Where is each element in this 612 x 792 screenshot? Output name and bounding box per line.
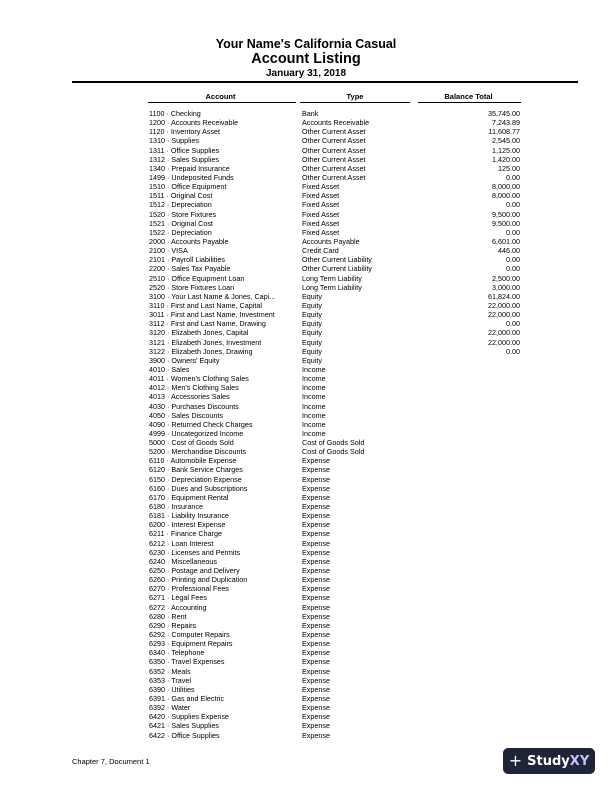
table-row bbox=[0, 246, 612, 255]
account-cell: 4010 · Sales bbox=[149, 364, 190, 374]
account-cell: 3100 · Your Last Name & Jones, Capi... bbox=[149, 291, 276, 301]
type-cell: Other Current Asset bbox=[302, 127, 366, 137]
balance-cell: 125.00 bbox=[498, 163, 520, 173]
account-cell: 6292 · Computer Repairs bbox=[149, 630, 230, 640]
account-cell: 6353 · Travel bbox=[149, 675, 191, 685]
balance-cell: 1,125.00 bbox=[492, 145, 520, 155]
table-row bbox=[0, 703, 612, 712]
account-cell: 6240 · Miscellaneous bbox=[149, 556, 217, 566]
badge-label-accent: XY bbox=[569, 753, 590, 769]
type-cell: Expense bbox=[302, 703, 330, 713]
plus-icon: + bbox=[508, 751, 523, 770]
account-cell: 1511 · Original Cost bbox=[149, 191, 213, 201]
type-cell: Expense bbox=[302, 602, 330, 612]
type-cell: Income bbox=[302, 419, 326, 429]
table-row bbox=[0, 255, 612, 264]
account-cell: 1120 · Inventory Asset bbox=[149, 127, 220, 137]
account-cell: 6230 · Licenses and Permits bbox=[149, 547, 241, 557]
balance-cell: 2,545.00 bbox=[492, 136, 520, 146]
type-cell: Expense bbox=[302, 639, 330, 649]
type-cell: Other Current Asset bbox=[302, 145, 366, 155]
table-row bbox=[0, 648, 612, 657]
type-cell: Expense bbox=[302, 529, 330, 539]
account-cell: 4050 · Sales Discounts bbox=[149, 410, 223, 420]
balance-cell: 3,000.00 bbox=[492, 282, 520, 292]
type-cell: Income bbox=[302, 428, 326, 438]
account-cell: 6271 · Legal Fees bbox=[149, 593, 207, 603]
type-cell: Fixed Asset bbox=[302, 218, 340, 228]
balance-cell: 6,601.00 bbox=[492, 236, 520, 246]
table-row bbox=[0, 109, 612, 118]
account-cell: 2100 · VISA bbox=[149, 246, 188, 256]
table-row bbox=[0, 529, 612, 538]
table-row bbox=[0, 155, 612, 164]
balance-cell: 0.00 bbox=[506, 319, 520, 329]
type-cell: Fixed Asset bbox=[302, 182, 340, 192]
table-row bbox=[0, 676, 612, 685]
account-cell: 2520 · Store Fixtures Loan bbox=[149, 282, 235, 292]
table-row bbox=[0, 173, 612, 182]
column-rule-balance bbox=[418, 102, 521, 103]
type-cell: Expense bbox=[302, 620, 330, 630]
table-row bbox=[0, 511, 612, 520]
balance-cell: 22,000.00 bbox=[488, 328, 520, 338]
type-cell: Other Current Liability bbox=[302, 255, 372, 265]
type-cell: Income bbox=[302, 364, 326, 374]
account-cell: 6392 · Water bbox=[149, 703, 191, 713]
account-cell: 6420 · Supplies Expense bbox=[149, 712, 229, 722]
type-cell: Expense bbox=[302, 584, 330, 594]
account-cell: 6350 · Travel Expenses bbox=[149, 657, 225, 667]
balance-cell: 22,000.00 bbox=[488, 310, 520, 320]
type-cell: Fixed Asset bbox=[302, 227, 340, 237]
account-cell: 4030 · Purchases Discounts bbox=[149, 401, 239, 411]
account-cell: 6211 · Finance Charge bbox=[149, 529, 222, 539]
balance-cell: 0.00 bbox=[506, 346, 520, 356]
account-cell: 6270 · Professional Fees bbox=[149, 584, 229, 594]
table-row bbox=[0, 228, 612, 237]
type-cell: Income bbox=[302, 383, 326, 393]
type-cell: Expense bbox=[302, 474, 330, 484]
table-row bbox=[0, 136, 612, 145]
table-row bbox=[0, 420, 612, 429]
table-row bbox=[0, 657, 612, 666]
account-cell: 3011 · First and Last Name, Investment bbox=[149, 310, 275, 320]
account-cell: 2000 · Accounts Payable bbox=[149, 236, 229, 246]
account-cell: 6212 · Loan Interest bbox=[149, 538, 214, 548]
account-cell: 1340 · Prepaid Insurance bbox=[149, 163, 230, 173]
balance-cell: 0.00 bbox=[506, 227, 520, 237]
type-cell: Fixed Asset bbox=[302, 200, 340, 210]
column-header-balance: Balance Total bbox=[444, 92, 493, 101]
account-cell: 3122 · Elizabeth Jones, Drawing bbox=[149, 346, 253, 356]
type-cell: Expense bbox=[302, 465, 330, 475]
type-cell: Income bbox=[302, 374, 326, 384]
table-row bbox=[0, 365, 612, 374]
table-row bbox=[0, 612, 612, 621]
table-row bbox=[0, 219, 612, 228]
table-row bbox=[0, 502, 612, 511]
account-cell: 5200 · Merchandise Discounts bbox=[149, 447, 247, 457]
table-row bbox=[0, 383, 612, 392]
account-cell: 2101 · Payroll Liabilities bbox=[149, 255, 225, 265]
account-cell: 6260 · Printing and Duplication bbox=[149, 575, 248, 585]
table-row bbox=[0, 319, 612, 328]
page-footer: Chapter 7, Document 1 bbox=[72, 757, 150, 766]
table-row bbox=[0, 200, 612, 209]
account-cell: 1512 · Depreciation bbox=[149, 200, 212, 210]
type-cell: Equity bbox=[302, 346, 322, 356]
type-cell: Long Term Liability bbox=[302, 282, 362, 292]
table-row bbox=[0, 146, 612, 155]
type-cell: Long Term Liability bbox=[302, 273, 362, 283]
balance-cell: 9,500.00 bbox=[492, 218, 520, 228]
type-cell: Expense bbox=[302, 520, 330, 530]
type-cell: Equity bbox=[302, 300, 322, 310]
account-cell: 6421 · Sales Supplies bbox=[149, 721, 219, 731]
table-row bbox=[0, 127, 612, 136]
account-cell: 6391 · Gas and Electric bbox=[149, 694, 225, 703]
badge-label: Study bbox=[527, 753, 570, 769]
account-cell: 4999 · Uncategorized Income bbox=[149, 428, 244, 438]
account-cell: 6352 · Meals bbox=[149, 666, 191, 676]
type-cell: Cost of Goods Sold bbox=[302, 438, 365, 448]
account-cell: 6293 · Equipment Repairs bbox=[149, 639, 233, 649]
balance-cell: 0.00 bbox=[506, 264, 520, 274]
account-cell: 6120 · Bank Service Charges bbox=[149, 465, 243, 475]
account-cell: 6250 · Postage and Delivery bbox=[149, 566, 240, 576]
table-row bbox=[0, 402, 612, 411]
table-row bbox=[0, 374, 612, 383]
account-cell: 6180 · Insurance bbox=[149, 502, 203, 512]
table-row bbox=[0, 411, 612, 420]
type-cell: Equity bbox=[302, 310, 322, 320]
account-cell: 1200 · Accounts Receivable bbox=[149, 118, 239, 128]
balance-cell: 61,824.00 bbox=[488, 291, 520, 301]
type-cell: Other Current Asset bbox=[302, 154, 366, 164]
account-cell: 6272 · Accounting bbox=[149, 602, 207, 612]
account-cell: 4090 · Returned Check Charges bbox=[149, 419, 253, 429]
account-cell: 6340 · Telephone bbox=[149, 648, 205, 658]
table-row bbox=[0, 630, 612, 639]
type-cell: Expense bbox=[302, 556, 330, 566]
type-cell: Income bbox=[302, 392, 326, 402]
account-cell: 3121 · Elizabeth Jones, Investment bbox=[149, 337, 262, 347]
account-cell: 6200 · Interest Expense bbox=[149, 520, 226, 530]
type-cell: Expense bbox=[302, 538, 330, 548]
type-cell: Expense bbox=[302, 611, 330, 621]
header-divider bbox=[72, 81, 578, 83]
type-cell: Equity bbox=[302, 337, 322, 347]
column-rule-type bbox=[300, 102, 410, 103]
balance-cell: 446.00 bbox=[498, 246, 520, 256]
table-row bbox=[0, 210, 612, 219]
type-cell: Cost of Goods Sold bbox=[302, 447, 365, 457]
account-cell: 6170 · Equipment Rental bbox=[149, 492, 229, 502]
account-cell: 1100 · Checking bbox=[149, 109, 201, 118]
table-row bbox=[0, 164, 612, 173]
table-row bbox=[0, 621, 612, 630]
table-row bbox=[0, 456, 612, 465]
table-row bbox=[0, 575, 612, 584]
type-cell: Income bbox=[302, 401, 326, 411]
report-header bbox=[0, 37, 612, 80]
table-row bbox=[0, 292, 612, 301]
table-row bbox=[0, 566, 612, 575]
type-cell: Other Current Liability bbox=[302, 264, 372, 274]
balance-cell: 8,000.00 bbox=[492, 191, 520, 201]
table-row bbox=[0, 685, 612, 694]
balance-cell: 1,420.00 bbox=[492, 154, 520, 164]
table-row bbox=[0, 182, 612, 191]
table-row bbox=[0, 584, 612, 593]
account-cell: 6422 · Office Supplies bbox=[149, 730, 220, 740]
type-cell: Equity bbox=[302, 291, 322, 301]
account-cell: 3110 · First and Last Name, Capital bbox=[149, 300, 262, 310]
account-cell: 1499 · Undeposited Funds bbox=[149, 172, 234, 182]
type-cell: Expense bbox=[302, 511, 330, 521]
account-cell: 6280 · Rent bbox=[149, 611, 187, 621]
type-cell: Equity bbox=[302, 319, 322, 329]
type-cell: Expense bbox=[302, 547, 330, 557]
balance-cell: 0.00 bbox=[506, 172, 520, 182]
table-row bbox=[0, 639, 612, 648]
table-row bbox=[0, 283, 612, 292]
type-cell: Expense bbox=[302, 730, 330, 740]
type-cell: Expense bbox=[302, 566, 330, 576]
table-row bbox=[0, 264, 612, 273]
table-row bbox=[0, 347, 612, 356]
type-cell: Expense bbox=[302, 575, 330, 585]
column-header-account: Account bbox=[205, 92, 236, 101]
report-date: January 31, 2018 bbox=[265, 68, 347, 79]
account-cell: 6290 · Repairs bbox=[149, 620, 197, 630]
type-cell: Expense bbox=[302, 684, 330, 694]
table-row bbox=[0, 328, 612, 337]
account-cell: 2200 · Sales Tax Payable bbox=[149, 264, 231, 274]
type-cell: Credit Card bbox=[302, 246, 339, 256]
type-cell: Expense bbox=[302, 492, 330, 502]
table-row bbox=[0, 465, 612, 474]
table-row bbox=[0, 274, 612, 283]
type-cell: Fixed Asset bbox=[302, 191, 340, 201]
report-title: Account Listing bbox=[251, 51, 361, 67]
type-cell: Expense bbox=[302, 712, 330, 722]
column-rule-account bbox=[148, 102, 296, 103]
column-header-type: Type bbox=[346, 92, 364, 101]
account-cell: 2510 · Office Equipment Loan bbox=[149, 273, 245, 283]
type-cell: Accounts Payable bbox=[302, 236, 360, 246]
account-cell: 1310 · Supplies bbox=[149, 136, 199, 146]
table-row bbox=[0, 356, 612, 365]
table-row bbox=[0, 721, 612, 730]
table-row bbox=[0, 392, 612, 401]
company-name: Your Name's California Casual bbox=[215, 37, 397, 51]
balance-cell: 22,000.00 bbox=[488, 337, 520, 347]
balance-cell: 0.00 bbox=[506, 200, 520, 210]
type-cell: Accounts Receivable bbox=[302, 118, 370, 128]
account-cell: 6181 · Liability Insurance bbox=[149, 511, 229, 521]
type-cell: Expense bbox=[302, 483, 330, 493]
type-cell: Equity bbox=[302, 328, 322, 338]
table-row bbox=[0, 338, 612, 347]
account-table bbox=[0, 109, 612, 740]
type-cell: Expense bbox=[302, 694, 330, 703]
type-cell: Expense bbox=[302, 721, 330, 731]
account-cell: 4011 · Women's Clothing Sales bbox=[149, 374, 249, 384]
account-cell: 1510 · Office Equipment bbox=[149, 182, 227, 192]
type-cell: Expense bbox=[302, 648, 330, 658]
balance-cell: 2,500.00 bbox=[492, 273, 520, 283]
table-row bbox=[0, 694, 612, 703]
account-cell: 3900 · Owners' Equity bbox=[149, 355, 220, 365]
type-cell: Equity bbox=[302, 355, 322, 365]
table-row bbox=[0, 301, 612, 310]
table-row bbox=[0, 603, 612, 612]
type-cell: Expense bbox=[302, 502, 330, 512]
table-row bbox=[0, 548, 612, 557]
studyxy-badge[interactable] bbox=[503, 748, 595, 774]
type-cell: Expense bbox=[302, 666, 330, 676]
account-cell: 1311 · Office Supplies bbox=[149, 145, 220, 155]
balance-cell: 22,000.00 bbox=[488, 300, 520, 310]
account-cell: 1522 · Depreciation bbox=[149, 227, 212, 237]
account-cell: 4013 · Accessories Sales bbox=[149, 392, 230, 402]
type-cell: Bank bbox=[302, 109, 319, 118]
type-cell: Expense bbox=[302, 456, 330, 466]
table-row bbox=[0, 712, 612, 721]
type-cell: Expense bbox=[302, 675, 330, 685]
balance-cell: 11,608.77 bbox=[488, 127, 520, 137]
table-row bbox=[0, 593, 612, 602]
table-row bbox=[0, 438, 612, 447]
table-row bbox=[0, 520, 612, 529]
table-row bbox=[0, 310, 612, 319]
type-cell: Expense bbox=[302, 593, 330, 603]
account-cell: 3112 · First and Last Name, Drawing bbox=[149, 319, 266, 329]
table-row bbox=[0, 484, 612, 493]
account-cell: 1312 · Sales Supplies bbox=[149, 154, 219, 164]
balance-cell: 35,745.00 bbox=[488, 109, 520, 118]
account-cell: 6160 · Dues and Subscriptions bbox=[149, 483, 248, 493]
type-cell: Expense bbox=[302, 657, 330, 667]
account-cell: 4012 · Men's Clothing Sales bbox=[149, 383, 239, 393]
balance-cell: 7,243.89 bbox=[492, 118, 520, 128]
table-row bbox=[0, 539, 612, 548]
type-cell: Fixed Asset bbox=[302, 209, 340, 219]
account-cell: 6390 · Utilities bbox=[149, 684, 195, 694]
type-cell: Other Current Asset bbox=[302, 172, 366, 182]
type-cell: Expense bbox=[302, 630, 330, 640]
table-row bbox=[0, 237, 612, 246]
account-cell: 1520 · Store Fixtures bbox=[149, 209, 217, 219]
balance-cell: 0.00 bbox=[506, 255, 520, 265]
table-row bbox=[0, 475, 612, 484]
balance-cell: 9,500.00 bbox=[492, 209, 520, 219]
table-row bbox=[0, 667, 612, 676]
type-cell: Income bbox=[302, 410, 326, 420]
type-cell: Other Current Asset bbox=[302, 163, 366, 173]
table-row bbox=[0, 118, 612, 127]
account-cell: 3120 · Elizabeth Jones, Capital bbox=[149, 328, 249, 338]
account-cell: 5000 · Cost of Goods Sold bbox=[149, 438, 234, 448]
table-row bbox=[0, 429, 612, 438]
account-cell: 6150 · Depreciation Expense bbox=[149, 474, 242, 484]
table-row bbox=[0, 191, 612, 200]
table-row bbox=[0, 447, 612, 456]
table-row bbox=[0, 557, 612, 566]
account-cell: 1521 · Original Cost bbox=[149, 218, 213, 228]
table-row bbox=[0, 731, 612, 740]
account-cell: 6110 · Automobile Expense bbox=[149, 456, 237, 466]
type-cell: Other Current Asset bbox=[302, 136, 366, 146]
table-row bbox=[0, 493, 612, 502]
balance-cell: 8,000.00 bbox=[492, 182, 520, 192]
